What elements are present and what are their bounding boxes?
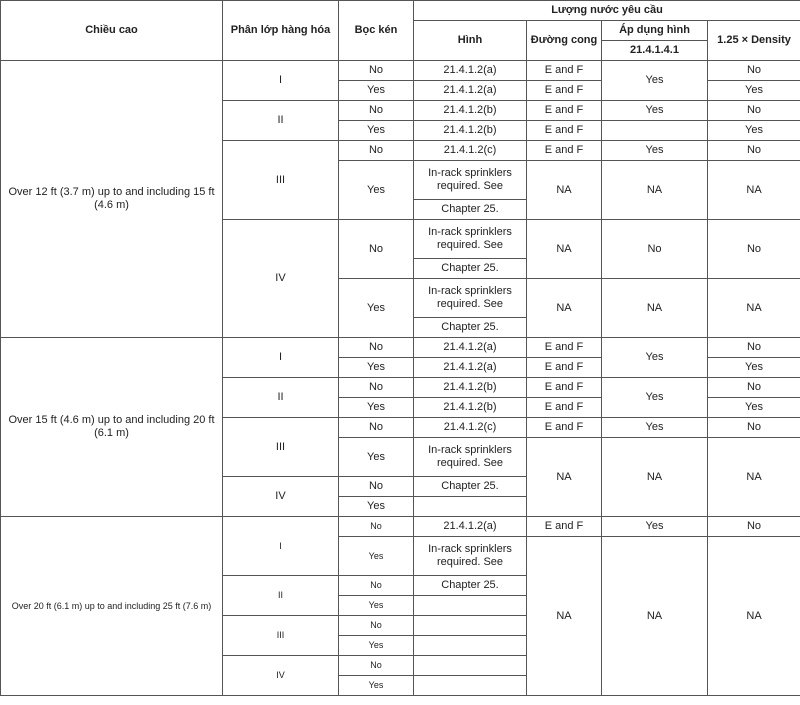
class-cell: I [223,517,339,576]
curve-cell: NA [527,220,602,279]
encapsulated-cell: No [339,418,414,438]
encapsulated-cell: No [339,517,414,537]
class-cell: II [223,576,339,616]
header-water-required: Lượng nước yêu cầu [414,1,800,21]
curve-cell: E and F [527,398,602,418]
encapsulated-cell: Yes [339,438,414,477]
apply-cell: Yes [602,141,708,161]
figure-cell: Chapter 25. [414,200,527,220]
figure-cell: 21.4.1.2(a) [414,358,527,378]
density-cell: NA [708,279,800,338]
figure-cell: 21.4.1.2(b) [414,101,527,121]
density-cell: No [708,141,800,161]
density-cell: Yes [708,398,800,418]
curve-cell: E and F [527,81,602,101]
encapsulated-cell: Yes [339,121,414,141]
curve-cell: E and F [527,338,602,358]
curve-cell: E and F [527,61,602,81]
apply-cell: Yes [602,338,708,378]
class-cell: II [223,101,339,141]
encapsulated-cell: No [339,656,414,676]
figure-cell: In-rack sprinklers required. See [414,438,527,477]
class-cell: III [223,418,339,477]
figure-cell [414,616,527,636]
figure-cell [414,636,527,656]
apply-cell: NA [602,438,708,517]
encapsulated-cell: Yes [339,537,414,576]
class-cell: IV [223,656,339,696]
figure-cell: 21.4.1.2(c) [414,141,527,161]
figure-cell: Chapter 25. [414,576,527,596]
figure-cell: In-rack sprinklers required. See [414,161,527,200]
encapsulated-cell: No [339,101,414,121]
figure-cell [414,656,527,676]
header-apply-figure: Áp dụng hình [602,21,708,41]
curve-cell: E and F [527,121,602,141]
encapsulated-cell: Yes [339,497,414,517]
density-cell: Yes [708,81,800,101]
header-commodity-class: Phân lớp hàng hóa [223,1,339,61]
curve-cell: NA [527,438,602,517]
class-cell: III [223,141,339,220]
encapsulated-cell: Yes [339,358,414,378]
class-cell: III [223,616,339,656]
apply-cell: Yes [602,517,708,537]
header-figure: Hình [414,21,527,61]
header-density: 1.25 × Density [708,21,800,61]
apply-cell: Yes [602,418,708,438]
figure-cell: Chapter 25. [414,477,527,497]
apply-cell: No [602,220,708,279]
encapsulated-cell: Yes [339,398,414,418]
class-cell: IV [223,477,339,517]
figure-cell: 21.4.1.2(b) [414,398,527,418]
density-cell: NA [708,161,800,220]
curve-cell: E and F [527,101,602,121]
figure-cell: 21.4.1.2(c) [414,418,527,438]
class-cell: I [223,338,339,378]
density-cell: No [708,338,800,358]
class-cell: IV [223,220,339,338]
encapsulated-cell: Yes [339,636,414,656]
encapsulated-cell: No [339,576,414,596]
figure-cell: 21.4.1.2(b) [414,121,527,141]
density-cell: NA [708,438,800,517]
apply-cell: Yes [602,378,708,418]
figure-cell: Chapter 25. [414,259,527,279]
header-encapsulated: Bọc kén [339,1,414,61]
height-cell: Over 20 ft (6.1 m) up to and including 25 ft (7.6 m) [1,517,223,696]
figure-cell [414,676,527,696]
height-cell: Over 15 ft (4.6 m) up to and including 20 ft (6.1 m) [1,338,223,517]
figure-cell: Chapter 25. [414,318,527,338]
density-cell: No [708,61,800,81]
apply-cell: NA [602,161,708,220]
encapsulated-cell: Yes [339,596,414,616]
density-cell: No [708,220,800,279]
encapsulated-cell: No [339,61,414,81]
class-cell: II [223,378,339,418]
density-cell: Yes [708,358,800,378]
encapsulated-cell: Yes [339,161,414,220]
height-cell: Over 12 ft (3.7 m) up to and including 15 ft (4.6 m) [1,61,223,338]
apply-cell: Yes [602,61,708,101]
header-height: Chiều cao [1,1,223,61]
density-cell: No [708,101,800,121]
figure-cell: 21.4.1.2(a) [414,338,527,358]
encapsulated-cell: Yes [339,676,414,696]
curve-cell: E and F [527,141,602,161]
encapsulated-cell: No [339,616,414,636]
curve-cell: E and F [527,358,602,378]
figure-cell: In-rack sprinklers required. See [414,220,527,259]
density-cell: Yes [708,121,800,141]
encapsulated-cell: Yes [339,279,414,338]
density-cell: No [708,378,800,398]
apply-cell: NA [602,537,708,696]
density-cell: No [708,517,800,537]
curve-cell: NA [527,161,602,220]
figure-cell [414,596,527,616]
encapsulated-cell: No [339,338,414,358]
curve-cell: NA [527,279,602,338]
header-apply-figure-ref: 21.4.1.4.1 [602,41,708,61]
apply-cell [602,121,708,141]
figure-cell: 21.4.1.2(a) [414,517,527,537]
density-cell: No [708,418,800,438]
curve-cell: E and F [527,517,602,537]
encapsulated-cell: No [339,477,414,497]
figure-cell [414,497,527,517]
class-cell: I [223,61,339,101]
figure-cell: 21.4.1.2(a) [414,81,527,101]
figure-cell: In-rack sprinklers required. See [414,537,527,576]
curve-cell: E and F [527,378,602,398]
header-curve: Đường cong [527,21,602,61]
apply-cell: NA [602,279,708,338]
figure-cell: 21.4.1.2(b) [414,378,527,398]
encapsulated-cell: No [339,378,414,398]
encapsulated-cell: Yes [339,81,414,101]
encapsulated-cell: No [339,141,414,161]
density-cell: NA [708,537,800,696]
curve-cell: E and F [527,418,602,438]
encapsulated-cell: No [339,220,414,279]
figure-cell: In-rack sprinklers required. See [414,279,527,318]
apply-cell: Yes [602,101,708,121]
figure-cell: 21.4.1.2(a) [414,61,527,81]
curve-cell: NA [527,537,602,696]
